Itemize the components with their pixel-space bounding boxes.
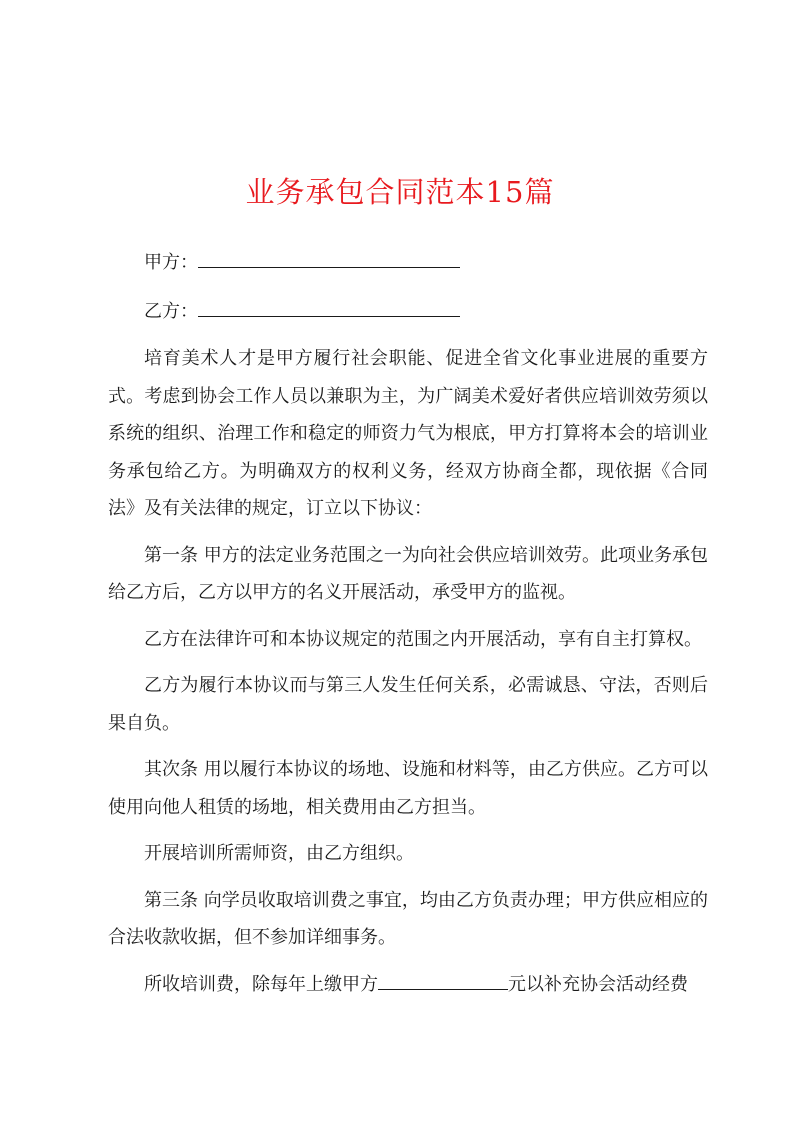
paragraph-article-1-autonomy: 乙方在法律许可和本协议规定的范围之内开展活动，享有自主打算权。 bbox=[144, 628, 702, 650]
paragraph-preamble: 培育美术人才是甲方履行社会职能、促进全省文化事业进展的重要方式。考虑到协会工作人员以兼职为主，为广阔美术爱好者供应培训效劳须以系统的组织、治理工作和稳定的师资力气为根底，甲方打算将本会的培训业务承包给乙方。为明确双方的权利义务，经双方协商全都，现依据《合同法》及有关法律的规定，订立以下协议： bbox=[108, 348, 708, 519]
party-b-label: 乙方： bbox=[144, 300, 198, 322]
document-title: 业务承包合同范本15篇 bbox=[245, 175, 555, 209]
party-a-line bbox=[108, 243, 708, 282]
paragraph-article-3: 第三条 向学员收取培训费之事宜，均由乙方负责办理；甲方供应相应的合法收款收据，但不参加详细事务。 bbox=[108, 889, 708, 948]
fee-amount-blank bbox=[378, 967, 508, 990]
paragraph-article-2: 其次条 用以履行本协议的场地、设施和材料等，由乙方供应。乙方可以使用向他人租赁的场地，相关费用由乙方担当。 bbox=[108, 759, 708, 818]
party-a-blank bbox=[198, 243, 460, 268]
fee-text-before: 所收培训费，除每年上缴甲方 bbox=[144, 973, 378, 995]
paragraph-article-1-third-party: 乙方为履行本协议而与第三人发生任何关系，必需诚恳、守法，否则后果自负。 bbox=[108, 675, 708, 734]
paragraph-article-1: 第一条 甲方的法定业务范围之一为向社会供应培训效劳。此项业务承包给乙方后，乙方以甲方的名义开展活动，承受甲方的监视。 bbox=[108, 544, 708, 603]
party-a-label: 甲方： bbox=[144, 252, 198, 273]
document-body bbox=[108, 243, 708, 1012]
party-b-line bbox=[108, 292, 708, 331]
paragraph-fee bbox=[108, 966, 708, 1004]
fee-text-after: 元以补充协会活动经费 bbox=[508, 973, 688, 995]
paragraph-article-2-teachers: 开展培训所需师资，由乙方组织。 bbox=[144, 843, 414, 864]
party-b-blank bbox=[198, 292, 460, 317]
